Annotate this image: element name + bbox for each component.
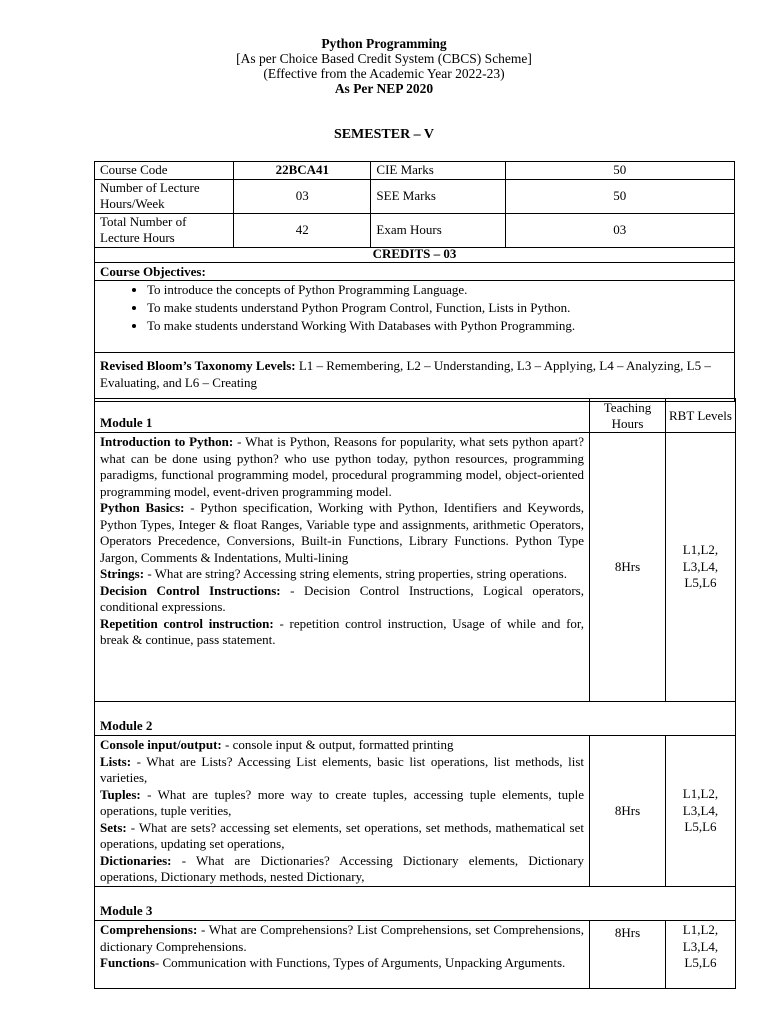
bloom-label: Revised Bloom’s Taxonomy Levels: <box>100 358 296 373</box>
module-2-hours: 8Hrs <box>590 736 666 887</box>
lecture-hours-value: 03 <box>234 179 371 213</box>
course-title: Python Programming <box>321 36 447 51</box>
course-code-value: 22BCA41 <box>234 162 371 180</box>
course-code-label: Course Code <box>95 162 234 180</box>
topic: Comprehensions: - What are Comprehensions? List Comprehensions, set Comprehensions, dictionary Comprehensions. <box>100 922 584 954</box>
topic: Functions- Communication with Functions, Types of Arguments, Unpacking Arguments. <box>100 955 566 970</box>
objective-item: • To introduce the concepts of Python Programming Language. <box>147 281 734 299</box>
rbt-levels-header: RBT Levels <box>666 399 736 433</box>
see-marks-value: 50 <box>505 179 734 213</box>
course-info-table <box>94 161 735 248</box>
bloom-taxonomy <box>94 353 735 402</box>
module-1-title: Module 1 <box>95 399 590 433</box>
topic: Repetition control instruction: - repetition control instruction, Usage of while and for, break & continue, pass statement. <box>100 615 584 647</box>
module-2-content <box>95 736 590 887</box>
modules-table <box>94 398 736 989</box>
bloom-text: L1 – Remembering, L2 – Understanding, L3 – Applying, L4 – Analyzing, L5 – Evaluating, and L6 – Creating <box>100 358 711 390</box>
scheme-line: [As per Choice Based Credit System (CBCS) Scheme] <box>236 51 532 66</box>
module-1-rbt: L1,L2, L3,L4, L5,L6 <box>666 433 736 702</box>
module-3-content <box>95 921 590 989</box>
objectives-heading: Course Objectives: <box>94 263 735 281</box>
topic: Decision Control Instructions: - Decision Control Instructions, Logical operators, conditional expressions. <box>100 582 584 614</box>
module-1-hours: 8Hrs <box>590 433 666 702</box>
total-hours-value: 42 <box>234 213 371 247</box>
topic: Lists: - What are Lists? Accessing List elements, basic list operations, list methods, list varieties, <box>100 753 584 785</box>
teaching-hours-header: Teaching Hours <box>590 399 666 433</box>
topic: Console input/output: - console input & output, formatted printing <box>100 737 454 752</box>
exam-hours-value: 03 <box>505 213 734 247</box>
see-marks-label: SEE Marks <box>371 179 505 213</box>
credits-row: CREDITS – 03 <box>94 245 735 263</box>
objective-item: • To make students understand Python Program Control, Function, Lists in Python. <box>147 299 734 317</box>
objectives-list <box>94 281 735 353</box>
module-2-rbt: L1,L2, L3,L4, L5,L6 <box>666 736 736 887</box>
effective-year-line: (Effective from the Academic Year 2022-23) <box>263 66 505 81</box>
module-2-title: Module 2 <box>95 702 736 736</box>
topic: Tuples: - What are tuples? more way to create tuples, accessing tuple elements, tuple operations, tuple verities, <box>100 786 584 818</box>
semester-heading: SEMESTER – V <box>333 127 435 142</box>
topic: Python Basics: - Python specification, Working with Python, Identifiers and Keywords, Python Types, Integer & float Ranges, Variable type and assignments, arithmetic Operators, Operators Precedence, Conversions, Built-in Functions, Library Functions. Python Type Jargon, Comments & Indentations, Multi-lining <box>100 500 585 565</box>
topic: Strings: - What are string? Accessing string elements, string properties, string operations. <box>100 566 567 581</box>
exam-hours-label: Exam Hours <box>371 213 505 247</box>
module-3-rbt: L1,L2, L3,L4, L5,L6 <box>666 921 736 989</box>
cie-marks-value: 50 <box>505 162 734 180</box>
topic: Introduction to Python: - What is Python, Reasons for popularity, what sets python apart? what can be done using python? who use python today, python resources, programming paradigms, functional programming model, procedural programming model, object-oriented programming model, event-driven programming model. <box>100 434 584 499</box>
topic: Dictionaries: - What are Dictionaries? Accessing Dictionary elements, Dictionary operations, Dictionary methods, nested Dictionary, <box>100 852 584 884</box>
cie-marks-label: CIE Marks <box>371 162 505 180</box>
document-header <box>0 36 768 96</box>
module-1-content <box>95 433 590 702</box>
nep-line: As Per NEP 2020 <box>334 81 434 96</box>
objective-item: • To make students understand Working With Databases with Python Programming. <box>147 317 734 335</box>
module-3-hours: 8Hrs <box>590 921 666 989</box>
total-hours-label: Total Number of Lecture Hours <box>95 213 234 247</box>
module-3-title: Module 3 <box>95 887 736 921</box>
lecture-hours-label: Number of Lecture Hours/Week <box>95 179 234 213</box>
topic: Sets: - What are sets? accessing set elements, set operations, set methods, mathematical set operations, updating set operations, <box>100 819 584 851</box>
